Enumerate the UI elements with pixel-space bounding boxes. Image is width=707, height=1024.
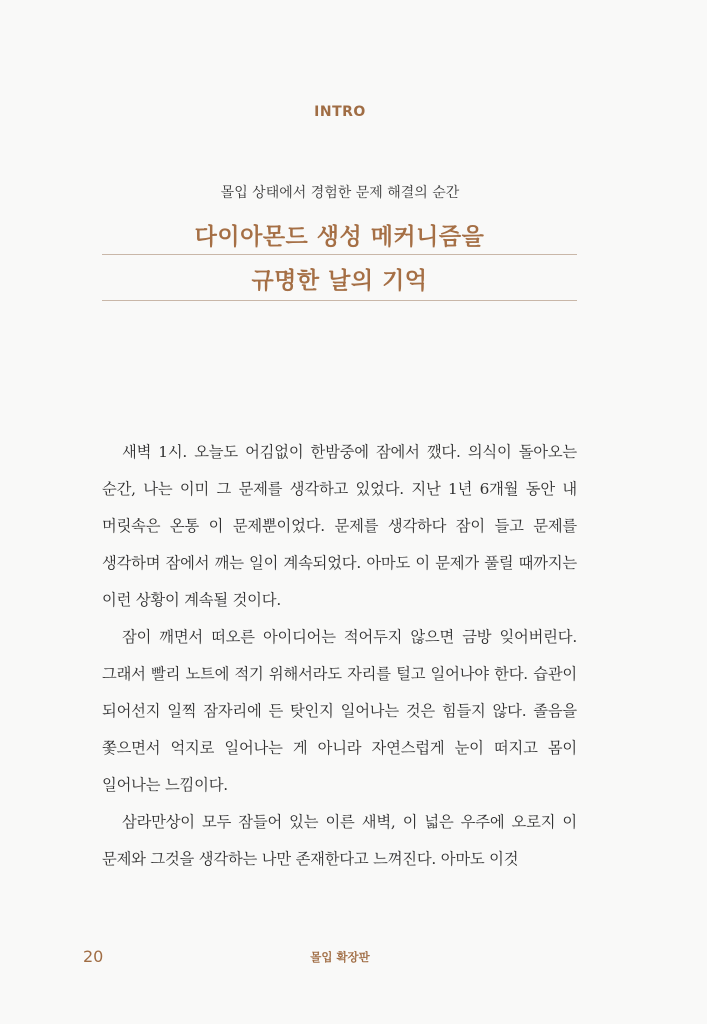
title-divider-top (102, 254, 577, 255)
paragraph: 새벽 1시. 오늘도 어김없이 한밤중에 잠에서 깼다. 의식이 돌아오는 순간, 나는 이미 그 문제를 생각하고 있었다. 지난 1년 6개월 동안 내 머릿속은 온통 이 문제뿐이었다. 문제를 생각하다 잠이 들고 문제를 생각하며 잠에서 깨는 일이 계속되었다. 아마도 이 문제가 풀릴 때까지는 이런 상황이 계속될 것이다. (102, 443, 577, 609)
body-text (102, 434, 577, 878)
chapter-title-line-2: 규명한 날의 기억 (251, 267, 428, 294)
page-number: 20 (83, 947, 104, 966)
chapter-title-line-1: 다이아몬드 생성 메커니즘을 (194, 223, 485, 250)
section-label: INTRO (314, 104, 366, 120)
chapter-subtitle: 몰입 상태에서 경험한 문제 해결의 순간 (220, 185, 460, 201)
title-divider-bottom (102, 300, 577, 301)
paragraph: 잠이 깨면서 떠오른 아이디어는 적어두지 않으면 금방 잊어버린다. 그래서 빨리 노트에 적기 위해서라도 자리를 털고 일어나야 한다. 습관이 되어선지 일찍 잠자리에 든 탓인지 일어나는 것은 힘들지 않다. 졸음을 쫓으면서 억지로 일어나는 게 아니라 자연스럽게 눈이 떠지고 몸이 일어나는 느낌이다. (102, 628, 577, 794)
running-title: 몰입 확장판 (310, 950, 370, 964)
paragraph: 삼라만상이 모두 잠들어 있는 이른 새벽, 이 넓은 우주에 오로지 이 문제와 그것을 생각하는 나만 존재한다고 느껴진다. 아마도 이것 (102, 813, 577, 868)
